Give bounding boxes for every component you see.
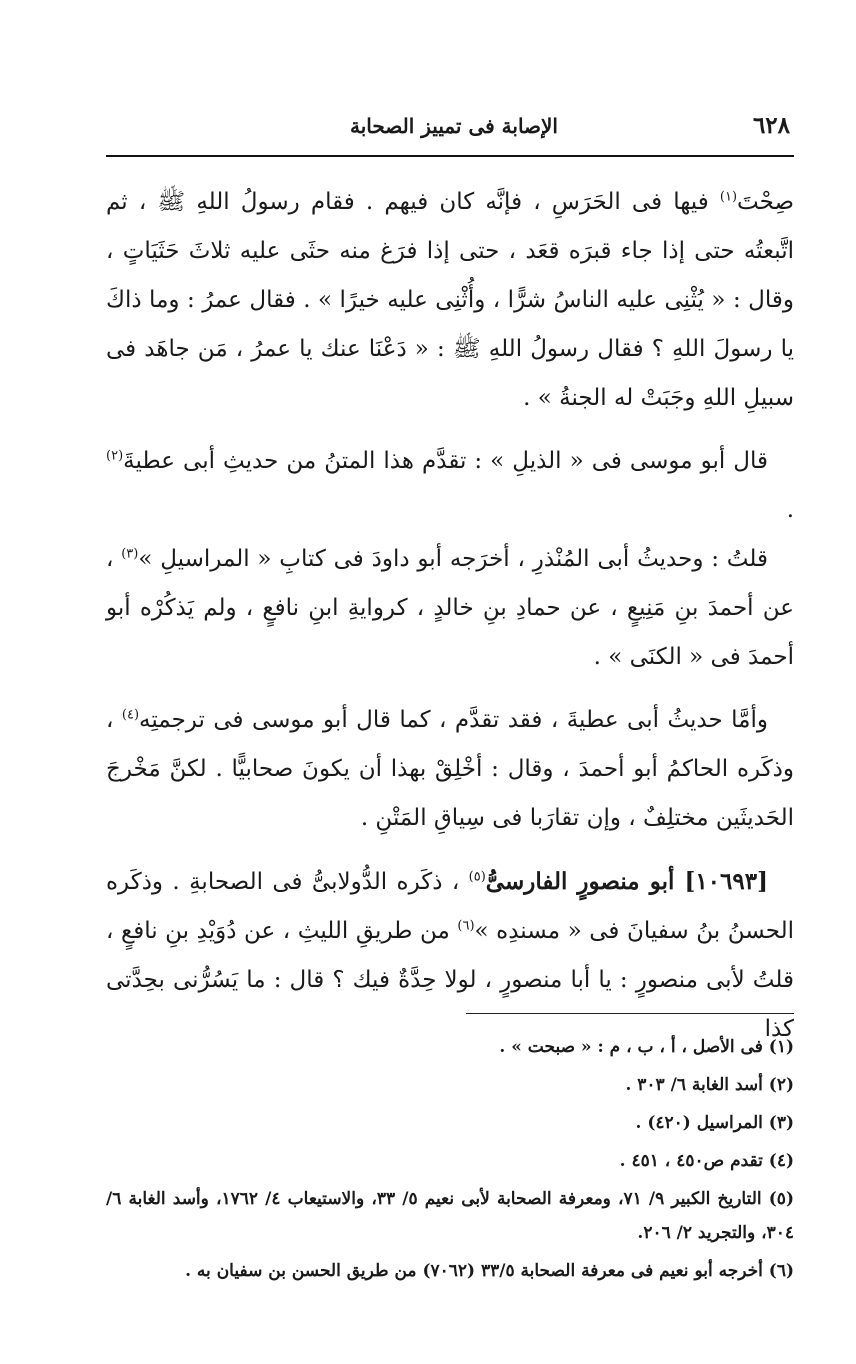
paragraph-3-start: قلتُ : وحديثُ أبى المُنْذرِ ، أخرَجه أبو داودَ فى كتابِ « المراسيلِ »: [138, 546, 768, 572]
header-rule: [106, 155, 794, 157]
paragraph-1-text: فيها فى الحَرَسِ ، فإنَّه كان فيهم . فقام رسولُ اللهِ ﷺ ، ثم اتَّبعتُه حتى إذا جاء قبرَه قعَد ، حتى إذا فرَغ منه حثَى عليه ثلاثَ حَثَيَاتٍ ، وقال : « يُثْنِى عليه الناسُ شرًّا ، وأُثْنِى عليه خيرًا » . فقال عمرُ : وما ذاكَ يا رسولَ اللهِ ؟ فقال رسولُ اللهِ ﷺ : « دَعْنَا عنك يا عمرُ ، مَن جاهَد فى سبيلِ اللهِ وجَبَتْ له الجنةُ » .: [106, 189, 794, 411]
footnote-ref-5: (٥): [468, 869, 486, 885]
paragraph-1-start: صِحْتَ: [737, 189, 794, 215]
paragraph-3: [106, 535, 794, 682]
footnote-rule: [466, 1013, 794, 1014]
footnote-2: (٢) أسد الغابة ٦/ ٣٠٣ .: [625, 1075, 794, 1095]
footnotes: [106, 1030, 794, 1288]
entry-number: [١٠٦٩٣]: [684, 868, 768, 895]
entry-paragraph: [106, 857, 794, 1054]
entry-name: أبو منصورٍ الفارسىُّ: [485, 868, 685, 895]
page-header: [118, 112, 790, 152]
footnote-4: (٤) تقدم ص٤٥٠ ، ٤٥١ .: [619, 1151, 794, 1171]
paragraph-1: [106, 178, 794, 423]
footnote-ref-6: (٦): [457, 918, 475, 934]
paragraph-2-text: قال أبو موسى فى « الذيلِ » : تقدَّم هذا المتنُ من حديثِ أبى عطيةَ: [123, 448, 768, 474]
entry-text: من طريقِ الليثِ ، عن دُوَيْدِ بنِ نافعٍ ، قلتُ لأبى منصورٍ : يا أبا منصورٍ ، لولا حِدَّةٌ فيك ؟ قال : ما يَسُرُّنى بحِدَّتى كذا: [106, 918, 794, 1042]
footnote-3: (٣) المراسيل (٤٢٠) .: [635, 1113, 794, 1133]
paragraph-2-end: .: [786, 497, 794, 523]
page-number: ٦٢٨: [752, 112, 790, 139]
footnote-6: (٦) أخرجه أبو نعيم فى معرفة الصحابة ٣٣/٥ (٧٠٦٢) من طريق الحسن بن سفيان به .: [185, 1261, 794, 1281]
main-text: [106, 178, 794, 1054]
paragraph-4: [106, 696, 794, 843]
paragraph-2: [106, 437, 794, 535]
footnote-5: (٥) التاريخ الكبير ٩/ ٧١، ومعرفة الصحابة لأبى نعيم ٥/ ٣٣، والاستيعاب ٤/ ١٧٦٢، وأسد الغابة ٦/ ٣٠٤، والتجريد ٢/ ٢٠٦.: [106, 1189, 794, 1243]
paragraph-4-text: ، وذكَره الحاكمُ أبو أحمدَ ، وقال : أخْلِقْ بهذا أن يكونَ صحابيًّا . لكنَّ مَخْرجَ الحَديثَين مختلِفٌ ، وإن تقارَبا فى سِياقِ المَتْنِ .: [106, 707, 794, 831]
footnote-ref-3: (٣): [121, 546, 139, 562]
paragraph-4-start: وأمَّا حديثُ أبى عطيةَ ، فقد تقدَّم ، كما قال أبو موسى فى ترجمتِه: [139, 707, 768, 733]
footnote-ref-2: (٢): [106, 448, 124, 464]
footnote-ref-4: (٤): [121, 707, 140, 723]
paragraph-3-text: ، عن أحمدَ بنِ مَنِيعٍ ، عن حمادِ بنِ خالدٍ ، كروايةِ ابنِ نافعٍ ، ولم يَذكُرْه أبو أحمدَ فى « الكنَى » .: [106, 546, 794, 670]
footnote-1: (١) فى الأصل ، أ ، ب ، م : « صبحت » .: [499, 1037, 794, 1057]
footnote-ref-1: (١): [719, 189, 738, 205]
entry-text-start: ، ذكَره الدُّولابىُّ فى الصحابةِ . وذكَره الحسنُ بنُ سفيانَ فى « مسندِه »: [106, 869, 794, 944]
running-title: الإصابة فى تمييز الصحابة: [350, 114, 558, 138]
